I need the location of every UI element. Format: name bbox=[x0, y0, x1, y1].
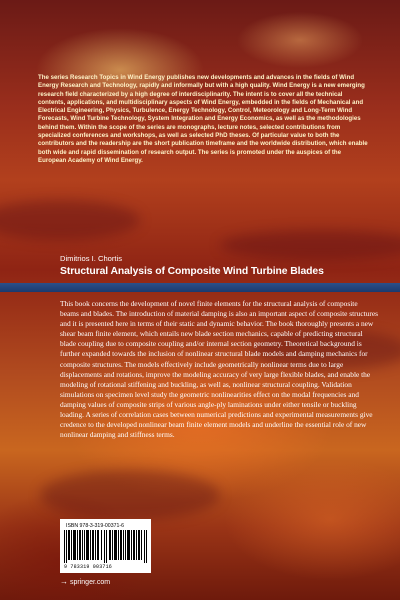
publisher-link-text: springer.com bbox=[70, 578, 111, 586]
barcode-digits: 9 783319 003716 bbox=[64, 564, 113, 570]
isbn-text: ISBN 978-3-319-00371-6 bbox=[66, 523, 124, 529]
series-description: The series Research Topics in Wind Energy publishes new developments and advances in the fields of Wind Energy Research and Technology, rapidly and informally but with a high quality. Wind Energy is a new emerging research field characterized by a high degree of interdisciplinarity. The intent is to cover all the technical contents, applications, and multidisciplinary aspects of Wind Energy, embedded in the fields of Mechanical and Electrical Engineering, Physics, Turbulence, Energy Technology, Control, Meteorology and Long-Term Wind Forecasts, Wind Turbine Technology, System Integration and Energy Economics, as well as the methodologies behind them. Within the scope of the series are monographs, lecture notes, selected contributions from specialized conferences and workshops, as well as selected PhD theses. Of particular value to both the contributors and the readership are the short publication timeframe and the worldwide distribution, which enable both wide and rapid dissemination of research output. The series is promoted under the auspices of the European Academy of Wind Energy. bbox=[38, 74, 368, 164]
cloud-shape bbox=[0, 200, 140, 240]
arrow-right-icon: → bbox=[60, 577, 68, 586]
cloud-shape bbox=[220, 230, 400, 260]
book-blurb: This book concerns the development of novel finite elements for the structural analysis of composite beams and blades. The introduction of material damping is also an important aspect of composite structures and it is presented here in terms of their static and dynamic behavior. The book thoroughly presents a new shear beam finite element, which entails new blade section mechanics, capable of predicting structural blade coupling due to composite coupling and/or internal section geometry. Theoretical background is further expanded towards the inclusion of nonlinear structural blade models and damping mechanics for composite structures. The models effectively include geometrically nonlinear terms due to large displacements and rotations, improve the modeling accuracy of very large flexible blades, and enable the modeling of rotational stiffening and buckling, as well as, nonlinear structural coupling. Validation simulations on specimen level study the geometric nonlinearities effect on the modal frequencies and damping values of composite strips of various angle-ply laminations under either tensile or buckling loading. A series of correlation cases between numerical predictions and experimental measurements give credence to the developed nonlinear beam finite element models and underline the essential role of new nonlinear damping and stiffness terms. bbox=[60, 299, 378, 440]
barcode-icon bbox=[64, 530, 147, 563]
author-name: Dimitrios I. Chortis bbox=[60, 254, 123, 263]
isbn-barcode-box bbox=[60, 519, 151, 573]
cloud-shape bbox=[40, 470, 220, 520]
title-band bbox=[0, 283, 400, 292]
publisher-link[interactable] bbox=[60, 578, 110, 586]
book-title: Structural Analysis of Composite Wind Turbine Blades bbox=[60, 266, 324, 277]
